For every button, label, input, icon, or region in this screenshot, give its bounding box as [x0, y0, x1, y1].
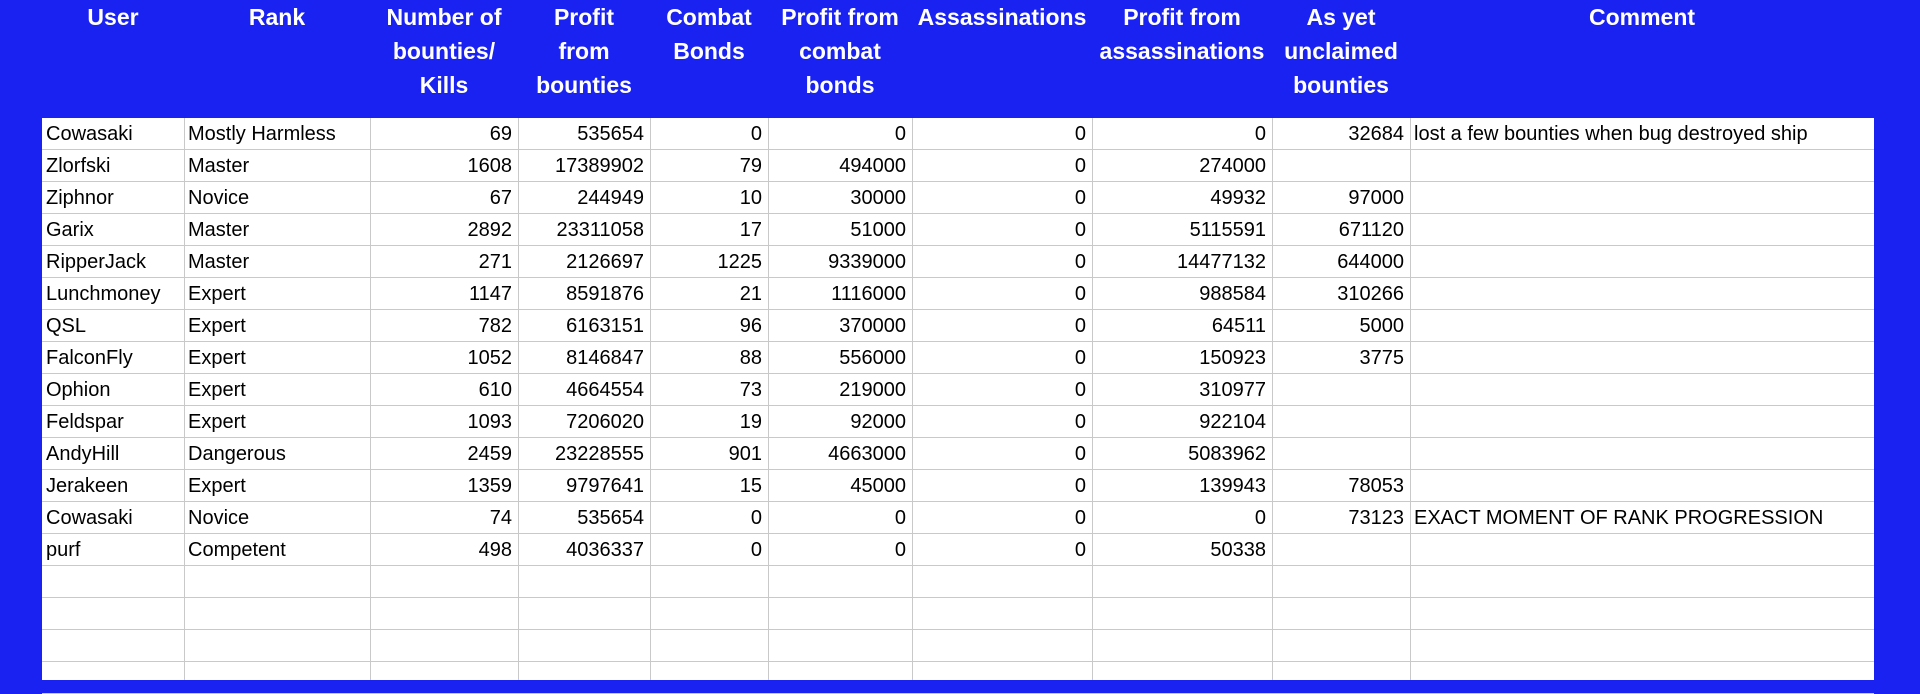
- table-row: [42, 150, 1874, 182]
- cell-profit-bounties[interactable]: 9797641: [566, 475, 644, 497]
- cell-profit-assassinations[interactable]: 922104: [1199, 411, 1266, 433]
- cell-profit-combat-bonds[interactable]: 0: [894, 539, 906, 561]
- cell-profit-bounties[interactable]: 4664554: [566, 379, 644, 401]
- cell-assassinations[interactable]: 0: [1074, 219, 1086, 241]
- cell-profit-bounties[interactable]: 23311058: [556, 219, 644, 241]
- cell-kills[interactable]: 1052: [467, 347, 512, 369]
- cell-profit-assassinations[interactable]: 274000: [1199, 155, 1266, 177]
- cell-profit-bounties[interactable]: 8591876: [566, 283, 644, 305]
- header-profit-from-combat-bonds[interactable]: Profit from combat bonds: [781, 4, 899, 98]
- cell-profit-assassinations[interactable]: 0: [1254, 507, 1266, 529]
- cell-profit-combat-bonds[interactable]: 51000: [850, 219, 906, 241]
- cell-user[interactable]: Ziphnor: [46, 187, 114, 209]
- cell-kills[interactable]: 1093: [467, 411, 512, 433]
- cell-profit-bounties[interactable]: 17389902: [555, 155, 644, 177]
- cell-kills[interactable]: 2459: [467, 443, 512, 465]
- cell-kills[interactable]: 67: [489, 187, 512, 209]
- cell-profit-combat-bonds[interactable]: 0: [894, 123, 906, 145]
- cell-user[interactable]: Jerakeen: [46, 475, 129, 497]
- cell-combat-bonds[interactable]: 96: [739, 315, 762, 337]
- table-row: [42, 278, 1874, 310]
- cell-profit-combat-bonds[interactable]: 45000: [850, 475, 906, 497]
- cell-profit-combat-bonds[interactable]: 30000: [850, 187, 906, 209]
- cell-profit-assassinations[interactable]: 64511: [1211, 315, 1266, 337]
- cell-assassinations[interactable]: 0: [1074, 411, 1086, 433]
- cell-unclaimed-bounties[interactable]: 5000: [1359, 315, 1404, 337]
- cell-profit-bounties[interactable]: 7206020: [566, 411, 644, 433]
- cell-profit-combat-bonds[interactable]: 1116000: [831, 283, 906, 305]
- cell-kills[interactable]: 2892: [467, 219, 512, 241]
- cell-unclaimed-bounties[interactable]: 73123: [1348, 507, 1404, 529]
- cell-profit-combat-bonds[interactable]: 0: [894, 507, 906, 529]
- cell-assassinations[interactable]: 0: [1074, 251, 1086, 273]
- cell-profit-assassinations[interactable]: 310977: [1199, 379, 1266, 401]
- cell-assassinations[interactable]: 0: [1074, 187, 1086, 209]
- cell-profit-assassinations[interactable]: 50338: [1210, 539, 1266, 561]
- cell-kills[interactable]: 498: [478, 539, 512, 561]
- row-divider: [42, 597, 1874, 598]
- cell-combat-bonds[interactable]: 0: [750, 539, 762, 561]
- cell-profit-assassinations[interactable]: 5083962: [1188, 443, 1266, 465]
- row-divider: [42, 661, 1874, 662]
- cell-rank[interactable]: Master: [188, 219, 250, 241]
- cell-combat-bonds[interactable]: 21: [739, 283, 762, 305]
- cell-user[interactable]: purf: [46, 539, 81, 561]
- table-row: [42, 502, 1874, 534]
- row-divider: [42, 629, 1874, 630]
- cell-rank[interactable]: Expert: [188, 379, 246, 401]
- table-row: [42, 406, 1874, 438]
- cell-rank[interactable]: Dangerous: [188, 443, 286, 465]
- cell-combat-bonds[interactable]: 0: [750, 507, 762, 529]
- cell-rank[interactable]: Novice: [188, 187, 250, 209]
- table-row: [42, 246, 1874, 278]
- table-row: [42, 118, 1874, 150]
- cell-profit-combat-bonds[interactable]: 219000: [839, 379, 906, 401]
- header-number-of-bounties[interactable]: Number of bounties/ Kills: [386, 4, 502, 98]
- cell-assassinations[interactable]: 0: [1074, 443, 1086, 465]
- cell-rank[interactable]: Master: [188, 155, 250, 177]
- cell-profit-bounties[interactable]: 535654: [577, 507, 644, 529]
- cell-profit-assassinations[interactable]: 139943: [1199, 475, 1266, 497]
- cell-unclaimed-bounties[interactable]: 644000: [1337, 251, 1404, 273]
- cell-combat-bonds[interactable]: 88: [739, 347, 762, 369]
- cell-unclaimed-bounties[interactable]: [1272, 438, 1410, 470]
- cell-profit-bounties[interactable]: 535654: [577, 123, 644, 145]
- cell-comment[interactable]: [1410, 406, 1874, 438]
- cell-profit-bounties[interactable]: 23228555: [555, 443, 644, 465]
- cell-kills[interactable]: 1147: [468, 283, 512, 305]
- cell-comment[interactable]: [1410, 438, 1874, 470]
- table-row: [42, 534, 1874, 566]
- header-assassinations[interactable]: Assassinations: [917, 4, 1087, 30]
- cell-profit-assassinations[interactable]: 150923: [1199, 347, 1266, 369]
- cell-assassinations[interactable]: 0: [1074, 507, 1086, 529]
- table-row: [42, 470, 1874, 502]
- cell-kills[interactable]: 1359: [467, 475, 512, 497]
- cell-combat-bonds[interactable]: 901: [728, 443, 762, 465]
- cell-user[interactable]: Cowasaki: [46, 123, 133, 145]
- cell-comment[interactable]: [1410, 310, 1874, 342]
- cell-kills[interactable]: 1608: [467, 155, 512, 177]
- cell-comment[interactable]: lost a few bounties when bug destroyed ship: [1414, 123, 1808, 145]
- cell-combat-bonds[interactable]: 1225: [717, 251, 762, 273]
- header-comment[interactable]: Comment: [1588, 4, 1696, 30]
- cell-assassinations[interactable]: 0: [1074, 347, 1086, 369]
- cell-rank[interactable]: Expert: [188, 283, 246, 305]
- cell-comment[interactable]: [1410, 150, 1874, 182]
- cell-rank[interactable]: Expert: [188, 411, 246, 433]
- cell-kills[interactable]: 74: [489, 507, 512, 529]
- table-row: [42, 438, 1874, 470]
- cell-unclaimed-bounties[interactable]: 78053: [1348, 475, 1404, 497]
- cell-profit-combat-bonds[interactable]: 9339000: [828, 251, 906, 273]
- cell-comment[interactable]: [1410, 214, 1874, 246]
- cell-combat-bonds[interactable]: 0: [750, 123, 762, 145]
- cell-user[interactable]: Garix: [46, 219, 94, 241]
- cell-comment[interactable]: [1410, 342, 1874, 374]
- cell-user[interactable]: QSL: [46, 315, 87, 337]
- cell-profit-combat-bonds[interactable]: 370000: [839, 315, 906, 337]
- table-row: [42, 214, 1874, 246]
- header-row: [0, 0, 1920, 118]
- cell-unclaimed-bounties[interactable]: 671120: [1338, 219, 1404, 241]
- cell-profit-assassinations[interactable]: 49932: [1210, 187, 1266, 209]
- cell-comment[interactable]: EXACT MOMENT OF RANK PROGRESSION: [1414, 507, 1824, 529]
- cell-profit-bounties[interactable]: 6163151: [566, 315, 644, 337]
- cell-kills[interactable]: 610: [478, 379, 512, 401]
- cell-comment[interactable]: [1410, 182, 1874, 214]
- header-profit-from-bounties[interactable]: Profit from bounties: [536, 4, 632, 98]
- cell-assassinations[interactable]: 0: [1074, 283, 1086, 305]
- cell-rank[interactable]: Master: [188, 251, 250, 273]
- cell-user[interactable]: RipperJack: [46, 251, 147, 273]
- cell-assassinations[interactable]: 0: [1074, 123, 1086, 145]
- cell-comment[interactable]: [1410, 534, 1874, 566]
- cell-combat-bonds[interactable]: 10: [739, 187, 762, 209]
- cell-user[interactable]: Zlorfski: [46, 155, 111, 177]
- cell-unclaimed-bounties[interactable]: 3775: [1359, 347, 1404, 369]
- cell-user[interactable]: AndyHill: [46, 443, 120, 465]
- header-unclaimed-bounties[interactable]: As yet unclaimed bounties: [1284, 4, 1398, 98]
- cell-user[interactable]: Feldspar: [46, 411, 124, 433]
- cell-kills[interactable]: 271: [478, 251, 512, 273]
- cell-profit-assassinations[interactable]: 0: [1254, 123, 1266, 145]
- cell-unclaimed-bounties[interactable]: 32684: [1348, 123, 1404, 145]
- cell-assassinations[interactable]: 0: [1074, 475, 1086, 497]
- cell-combat-bonds[interactable]: 15: [739, 475, 762, 497]
- cell-comment[interactable]: [1410, 470, 1874, 502]
- cell-combat-bonds[interactable]: 79: [739, 155, 762, 177]
- cell-assassinations[interactable]: 0: [1074, 379, 1086, 401]
- cell-rank[interactable]: Mostly Harmless: [188, 123, 336, 145]
- cell-combat-bonds[interactable]: 17: [739, 219, 762, 241]
- cell-kills[interactable]: 782: [478, 315, 512, 337]
- cell-rank[interactable]: Expert: [188, 315, 246, 337]
- table-row: [42, 182, 1874, 214]
- header-user[interactable]: User: [87, 4, 139, 30]
- cell-rank[interactable]: Competent: [188, 539, 286, 561]
- cell-profit-bounties[interactable]: 8146847: [566, 347, 644, 369]
- cell-profit-combat-bonds[interactable]: 494000: [839, 155, 906, 177]
- cell-profit-combat-bonds[interactable]: 556000: [839, 347, 906, 369]
- table-row: [42, 342, 1874, 374]
- header-profit-from-assassinations[interactable]: Profit from assassinations: [1099, 4, 1265, 64]
- cell-profit-assassinations[interactable]: 14477132: [1177, 251, 1266, 273]
- cell-kills[interactable]: 69: [489, 123, 512, 145]
- header-combat-bonds[interactable]: Combat Bonds: [666, 4, 752, 64]
- cell-profit-combat-bonds[interactable]: 92000: [850, 411, 906, 433]
- cell-user[interactable]: Lunchmoney: [46, 283, 161, 305]
- cell-unclaimed-bounties[interactable]: 97000: [1348, 187, 1404, 209]
- cell-unclaimed-bounties[interactable]: [1272, 150, 1410, 182]
- table-row: [42, 374, 1874, 406]
- cell-user[interactable]: FalconFly: [46, 347, 133, 369]
- cell-profit-combat-bonds[interactable]: 4663000: [828, 443, 906, 465]
- cell-comment[interactable]: [1410, 278, 1874, 310]
- cell-comment[interactable]: [1410, 374, 1874, 406]
- cell-user[interactable]: Cowasaki: [46, 507, 133, 529]
- table-row: [42, 310, 1874, 342]
- cell-profit-assassinations[interactable]: 988584: [1199, 283, 1266, 305]
- cell-assassinations[interactable]: 0: [1074, 155, 1086, 177]
- cell-unclaimed-bounties[interactable]: [1272, 374, 1410, 406]
- cell-assassinations[interactable]: 0: [1074, 315, 1086, 337]
- cell-rank[interactable]: Expert: [188, 475, 246, 497]
- cell-rank[interactable]: Novice: [188, 507, 250, 529]
- cell-profit-bounties[interactable]: 4036337: [566, 539, 644, 561]
- cell-unclaimed-bounties[interactable]: 310266: [1337, 283, 1404, 305]
- cell-profit-bounties[interactable]: 2126697: [566, 251, 644, 273]
- header-rank[interactable]: Rank: [248, 4, 306, 30]
- cell-assassinations[interactable]: 0: [1074, 539, 1086, 561]
- cell-unclaimed-bounties[interactable]: [1272, 406, 1410, 438]
- cell-rank[interactable]: Expert: [188, 347, 246, 369]
- cell-comment[interactable]: [1410, 246, 1874, 278]
- cell-unclaimed-bounties[interactable]: [1272, 534, 1410, 566]
- cell-combat-bonds[interactable]: 19: [739, 411, 762, 433]
- cell-profit-assassinations[interactable]: 5115591: [1189, 219, 1266, 241]
- cell-profit-bounties[interactable]: 244949: [577, 187, 644, 209]
- cell-user[interactable]: Ophion: [46, 379, 111, 401]
- data-grid: [42, 118, 1874, 680]
- cell-combat-bonds[interactable]: 73: [739, 379, 762, 401]
